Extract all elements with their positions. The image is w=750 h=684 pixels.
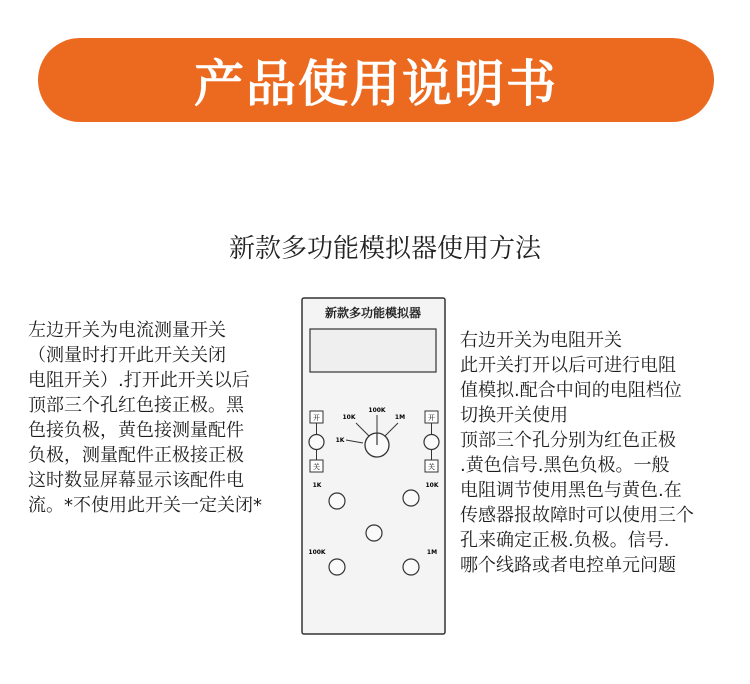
- left-line: 顶部三个孔红色接正极。黑: [28, 395, 244, 416]
- label-1k-under-switch: 1K: [312, 482, 322, 489]
- right-line: 切换开关使用: [460, 405, 568, 426]
- banner-title: 产品使用说明书: [194, 55, 558, 113]
- label-100k-bottom: 100K: [308, 549, 326, 556]
- right-line: 此开关打开以后可进行电阻: [460, 355, 676, 376]
- left-switch-on-label: 开: [313, 414, 320, 422]
- left-line: 负极，测量配件正极接正极: [28, 445, 244, 466]
- right-line: .黄色信号.黑色负极。一般: [460, 455, 670, 476]
- right-line: 值模拟.配合中间的电阻档位: [460, 380, 682, 401]
- resistance-switch[interactable]: [424, 435, 439, 450]
- dial-label-10k: 10K: [342, 414, 356, 421]
- right-switch-on-label: 开: [428, 414, 435, 422]
- terminal-hole[interactable]: [329, 493, 345, 509]
- simulator-drawing: [301, 297, 446, 635]
- left-line: 左边开关为电流测量开关: [28, 320, 226, 341]
- left-switch-off-label: 关: [313, 463, 320, 471]
- right-switch-description: [460, 328, 730, 578]
- label-1m-bottom: 1M: [426, 549, 438, 556]
- label-10k-under-switch: 10K: [425, 482, 439, 489]
- right-line: 哪个线路或者电控单元问题: [460, 555, 676, 576]
- left-line: 色接负极，黄色接测量配件: [28, 420, 244, 441]
- display-screen: [310, 329, 436, 372]
- device-title: 新款多功能模拟器: [324, 306, 422, 320]
- terminal-hole[interactable]: [403, 559, 419, 575]
- right-line: 孔来确定正极.负极。信号.: [460, 530, 670, 551]
- right-line: 右边开关为电阻开关: [460, 330, 622, 351]
- left-switch-description: [28, 318, 298, 518]
- terminal-hole[interactable]: [329, 559, 345, 575]
- left-line: 这时数显屏幕显示该配件电: [28, 470, 244, 491]
- right-line: 电阻调节使用黑色与黄色.在: [460, 480, 682, 501]
- right-switch-off-label: 关: [428, 463, 435, 471]
- right-line: 顶部三个孔分别为红色正极: [460, 430, 676, 451]
- terminal-hole[interactable]: [366, 525, 382, 541]
- left-line: （测量时打开此开关关闭: [28, 345, 226, 366]
- dial-label-100k: 100K: [368, 407, 386, 414]
- dial-label-1k: 1K: [335, 437, 345, 444]
- left-line: 流。*不使用此开关一定关闭*: [28, 495, 262, 516]
- terminal-hole[interactable]: [403, 490, 419, 506]
- right-line: 传感器报故障时可以使用三个: [460, 505, 694, 526]
- title-banner: [38, 38, 714, 122]
- left-line: 电阻开关）.打开此开关以后: [28, 370, 250, 391]
- current-switch[interactable]: [309, 435, 324, 450]
- simulator-diagram: [301, 297, 446, 635]
- section-subtitle: 新款多功能模拟器使用方法: [228, 234, 541, 264]
- dial-label-1m: 1M: [394, 414, 406, 421]
